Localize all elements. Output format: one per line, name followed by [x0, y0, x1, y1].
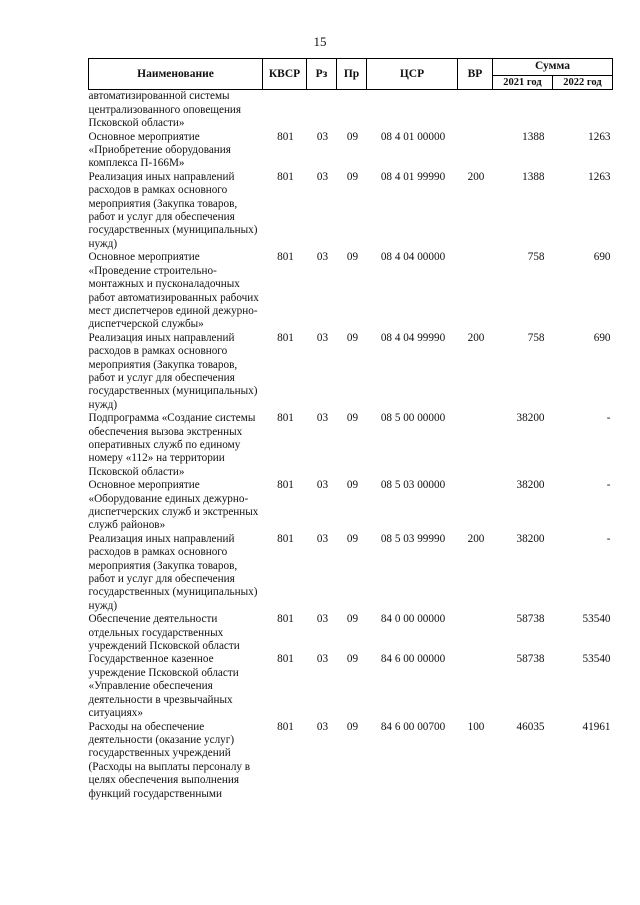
row-csr: 08 4 04 00000 [380, 251, 446, 264]
row-pr: 09 [346, 331, 359, 344]
row-csr: 08 5 03 00000 [380, 479, 446, 492]
page-number: 15 [313, 34, 327, 49]
row-name: Государственное казенное учреждение Псковской области «Управление обеспечения деятельности в чрезвычайных ситуациях» [88, 653, 239, 720]
row-csr [367, 90, 458, 131]
row-rz: 03 [316, 613, 329, 626]
row-sum-2021: 38200 [516, 412, 545, 425]
row-vr [458, 90, 493, 131]
row-sum-2022: 1263 [588, 170, 611, 183]
row-csr: 08 4 01 99990 [380, 170, 446, 183]
row-vr [458, 479, 493, 533]
row-pr: 09 [346, 613, 359, 626]
header-csr: ЦСР [367, 59, 458, 90]
row-pr: 09 [346, 720, 359, 733]
row-name: Реализация иных направлений расходов в рамках основного мероприятия (Закупка товаров, работ и услуг для обеспечения государственных (муниципальных) нужд) [88, 170, 258, 250]
row-sum-2021 [493, 90, 553, 131]
row-vr: 200 [467, 170, 485, 183]
header-kvsr: КВСР [263, 59, 307, 90]
row-kvsr: 801 [277, 532, 294, 545]
row-kvsr: 801 [277, 613, 294, 626]
header-sum: Сумма [493, 59, 613, 76]
row-vr: 200 [467, 532, 485, 545]
row-name: Расходы на обеспечение деятельности (оказание услуг) государственных учреждений (Расходы на выплаты персоналу в целях обеспечения выполнения функций государственными [88, 720, 251, 800]
row-rz: 03 [316, 653, 329, 666]
row-sum-2021: 758 [527, 251, 545, 264]
row-pr [337, 90, 367, 131]
header-year-2022: 2022 год [553, 76, 613, 90]
row-sum-2022: - [606, 412, 611, 425]
row-pr: 09 [346, 251, 359, 264]
row-sum-2022: 690 [593, 251, 611, 264]
row-sum-2022: 41961 [582, 720, 611, 733]
row-name: Основное мероприятие «Проведение строительно-монтажных и пусконаладочных работ автоматизированных рабочих мест диспетчеров единой дежурно-диспетчерской службы» [88, 251, 259, 331]
row-name: Подпрограмма «Создание системы обеспечения вызова экстренных оперативных служб по единому номеру «112» на территории Псковской области» [88, 412, 256, 478]
row-pr: 09 [346, 170, 359, 183]
row-rz: 03 [316, 331, 329, 344]
row-vr [458, 251, 493, 331]
table-row [89, 613, 613, 653]
row-rz: 03 [316, 251, 329, 264]
row-kvsr: 801 [277, 412, 294, 425]
row-sum-2022: - [606, 479, 611, 492]
row-kvsr: 801 [277, 331, 294, 344]
table-row [89, 332, 613, 412]
row-vr [458, 613, 493, 653]
table-header [89, 59, 613, 90]
row-csr: 08 5 00 00000 [380, 412, 446, 425]
row-sum-2022: 53540 [582, 613, 611, 626]
row-kvsr: 801 [277, 170, 294, 183]
row-sum-2021: 1388 [522, 170, 545, 183]
row-name: Обеспечение деятельности отдельных государственных учреждений Псковской области [88, 613, 240, 653]
table-body [89, 90, 613, 801]
row-kvsr [263, 90, 307, 131]
row-name: автоматизированной системы централизованного оповещения Псковской области» [88, 90, 242, 130]
row-sum-2021: 58738 [516, 653, 545, 666]
row-rz [307, 90, 337, 131]
row-name: Реализация иных направлений расходов в рамках основного мероприятия (Закупка товаров, работ и услуг для обеспечения государственных (муниципальных) нужд) [88, 331, 258, 411]
header-vr: ВР [458, 59, 493, 90]
row-csr: 08 5 03 99990 [380, 532, 446, 545]
row-vr [458, 653, 493, 720]
row-sum-2022: - [606, 532, 611, 545]
row-vr: 100 [467, 720, 485, 733]
header-rz: Рз [307, 59, 337, 90]
row-sum-2021: 38200 [516, 479, 545, 492]
row-sum-2022: 1263 [588, 130, 611, 143]
table-row [89, 90, 613, 131]
table-row [89, 479, 613, 533]
row-pr: 09 [346, 130, 359, 143]
row-sum-2021: 1388 [522, 130, 545, 143]
table-row [89, 171, 613, 251]
row-kvsr: 801 [277, 720, 294, 733]
table-row [89, 721, 613, 801]
budget-table [88, 58, 613, 801]
table-row [89, 653, 613, 720]
row-csr: 08 4 04 99990 [380, 331, 446, 344]
row-kvsr: 801 [277, 130, 294, 143]
row-sum-2022: 690 [593, 331, 611, 344]
row-sum-2021: 758 [527, 331, 545, 344]
table-row [89, 131, 613, 171]
row-pr: 09 [346, 412, 359, 425]
row-rz: 03 [316, 130, 329, 143]
table-row [89, 533, 613, 613]
row-rz: 03 [316, 720, 329, 733]
row-pr: 09 [346, 653, 359, 666]
row-csr: 84 0 00 00000 [380, 613, 446, 626]
row-name: Реализация иных направлений расходов в рамках основного мероприятия (Закупка товаров, работ и услуг для обеспечения государственных (муниципальных) нужд) [88, 532, 258, 612]
row-pr: 09 [346, 532, 359, 545]
row-sum-2022: 53540 [582, 653, 611, 666]
header-name: Наименование [89, 59, 263, 90]
row-name: Основное мероприятие «Оборудование единых дежурно-диспетчерских служб и экстренных служб районов» [88, 479, 259, 532]
row-kvsr: 801 [277, 653, 294, 666]
table-row [89, 251, 613, 331]
row-sum-2022 [553, 90, 613, 131]
header-year-2021: 2021 год [493, 76, 553, 90]
row-rz: 03 [316, 479, 329, 492]
row-rz: 03 [316, 412, 329, 425]
row-csr: 84 6 00 00000 [380, 653, 446, 666]
row-vr [458, 131, 493, 171]
row-name: Основное мероприятие «Приобретение оборудования комплекса П-166М» [88, 130, 231, 170]
row-kvsr: 801 [277, 251, 294, 264]
row-rz: 03 [316, 170, 329, 183]
row-vr [458, 412, 493, 479]
row-csr: 08 4 01 00000 [380, 130, 446, 143]
table-row [89, 412, 613, 479]
row-pr: 09 [346, 479, 359, 492]
row-sum-2021: 38200 [516, 532, 545, 545]
row-rz: 03 [316, 532, 329, 545]
row-sum-2021: 46035 [516, 720, 545, 733]
header-pr: Пр [337, 59, 367, 90]
row-kvsr: 801 [277, 479, 294, 492]
row-csr: 84 6 00 00700 [380, 720, 446, 733]
row-vr: 200 [467, 331, 485, 344]
row-sum-2021: 58738 [516, 613, 545, 626]
